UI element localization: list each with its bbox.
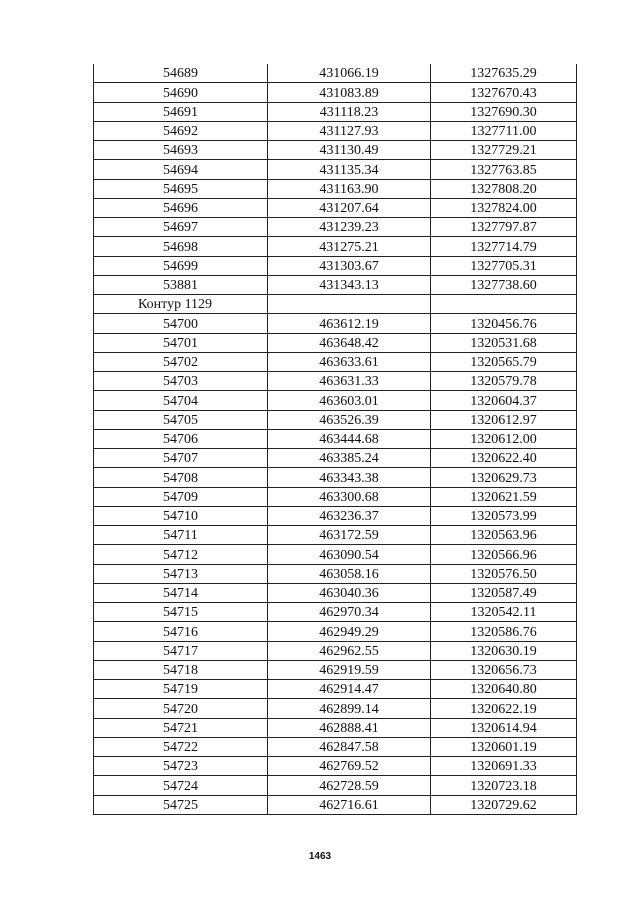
table-row [94,429,577,448]
point-number-cell: 54690 [94,83,268,102]
table-row [94,218,577,237]
point-number-cell: 54714 [94,583,268,602]
point-number-cell: 54704 [94,391,268,410]
table-row [94,526,577,545]
x-coordinate-cell: 462847.58 [268,737,431,756]
table-row [94,314,577,333]
y-coordinate-cell: 1327705.31 [431,256,577,275]
y-coordinate-cell: 1327824.00 [431,198,577,217]
table-row [94,718,577,737]
x-coordinate-cell: 431066.19 [268,64,431,83]
point-number-cell: 54696 [94,198,268,217]
empty-cell [431,295,577,314]
point-number-cell: 54724 [94,776,268,795]
table-row [94,641,577,660]
table-row [94,545,577,564]
y-coordinate-cell: 1327797.87 [431,218,577,237]
point-number-cell: 54693 [94,141,268,160]
x-coordinate-cell: 431343.13 [268,275,431,294]
y-coordinate-cell: 1327763.85 [431,160,577,179]
point-number-cell: 54695 [94,179,268,198]
y-coordinate-cell: 1320612.00 [431,429,577,448]
table-row [94,468,577,487]
x-coordinate-cell: 463631.33 [268,372,431,391]
table-row [94,564,577,583]
point-number-cell: 54721 [94,718,268,737]
table-row [94,776,577,795]
y-coordinate-cell: 1320456.76 [431,314,577,333]
x-coordinate-cell: 462769.52 [268,757,431,776]
point-number-cell: 54705 [94,410,268,429]
section-label: Контур 1129 [94,295,268,314]
table-row [94,256,577,275]
y-coordinate-cell: 1320622.19 [431,699,577,718]
point-number-cell: 54692 [94,121,268,140]
y-coordinate-cell: 1320729.62 [431,795,577,814]
x-coordinate-cell: 463612.19 [268,314,431,333]
x-coordinate-cell: 431118.23 [268,102,431,121]
empty-cell [268,295,431,314]
x-coordinate-cell: 463300.68 [268,487,431,506]
table-row [94,198,577,217]
x-coordinate-cell: 462962.55 [268,641,431,660]
y-coordinate-cell: 1320612.97 [431,410,577,429]
table-row [94,102,577,121]
point-number-cell: 54708 [94,468,268,487]
x-coordinate-cell: 431163.90 [268,179,431,198]
y-coordinate-cell: 1320566.96 [431,545,577,564]
table-row [94,506,577,525]
table-row [94,737,577,756]
y-coordinate-cell: 1320621.59 [431,487,577,506]
point-number-cell: 54712 [94,545,268,564]
x-coordinate-cell: 462716.61 [268,795,431,814]
table-row [94,680,577,699]
table-row [94,237,577,256]
y-coordinate-cell: 1320630.19 [431,641,577,660]
table-row [94,410,577,429]
point-number-cell: 54699 [94,256,268,275]
y-coordinate-cell: 1320579.78 [431,372,577,391]
x-coordinate-cell: 463343.38 [268,468,431,487]
y-coordinate-cell: 1320622.40 [431,449,577,468]
table-row [94,121,577,140]
y-coordinate-cell: 1320691.33 [431,757,577,776]
x-coordinate-cell: 462888.41 [268,718,431,737]
x-coordinate-cell: 431135.34 [268,160,431,179]
y-coordinate-cell: 1320586.76 [431,622,577,641]
table-row [94,391,577,410]
point-number-cell: 54691 [94,102,268,121]
section-header-row [94,295,577,314]
y-coordinate-cell: 1327635.29 [431,64,577,83]
x-coordinate-cell: 463058.16 [268,564,431,583]
x-coordinate-cell: 462728.59 [268,776,431,795]
page-number: 1463 [308,851,332,862]
y-coordinate-cell: 1320629.73 [431,468,577,487]
table-row [94,179,577,198]
table-row [94,141,577,160]
point-number-cell: 54707 [94,449,268,468]
x-coordinate-cell: 431303.67 [268,256,431,275]
table-row [94,583,577,602]
x-coordinate-cell: 462970.34 [268,603,431,622]
y-coordinate-cell: 1320601.19 [431,737,577,756]
point-number-cell: 54715 [94,603,268,622]
x-coordinate-cell: 463236.37 [268,506,431,525]
y-coordinate-cell: 1320587.49 [431,583,577,602]
table-row [94,660,577,679]
table-row [94,487,577,506]
coordinates-table-body [94,64,577,814]
table-row [94,795,577,814]
y-coordinate-cell: 1327690.30 [431,102,577,121]
table-row [94,64,577,83]
point-number-cell: 54725 [94,795,268,814]
point-number-cell: 54716 [94,622,268,641]
table-row [94,333,577,352]
y-coordinate-cell: 1320604.37 [431,391,577,410]
y-coordinate-cell: 1320565.79 [431,352,577,371]
y-coordinate-cell: 1320531.68 [431,333,577,352]
y-coordinate-cell: 1327670.43 [431,83,577,102]
y-coordinate-cell: 1320563.96 [431,526,577,545]
point-number-cell: 54706 [94,429,268,448]
y-coordinate-cell: 1320542.11 [431,603,577,622]
table-row [94,699,577,718]
y-coordinate-cell: 1327738.60 [431,275,577,294]
y-coordinate-cell: 1320614.94 [431,718,577,737]
table-row [94,622,577,641]
y-coordinate-cell: 1327711.00 [431,121,577,140]
table-row [94,83,577,102]
point-number-cell: 54689 [94,64,268,83]
table-row [94,160,577,179]
table-row [94,603,577,622]
table-row [94,757,577,776]
point-number-cell: 54723 [94,757,268,776]
point-number-cell: 54694 [94,160,268,179]
x-coordinate-cell: 463603.01 [268,391,431,410]
table-row [94,352,577,371]
x-coordinate-cell: 463633.61 [268,352,431,371]
x-coordinate-cell: 463090.54 [268,545,431,564]
point-number-cell: 54719 [94,680,268,699]
x-coordinate-cell: 462919.59 [268,660,431,679]
x-coordinate-cell: 463526.39 [268,410,431,429]
point-number-cell: 54702 [94,352,268,371]
x-coordinate-cell: 431130.49 [268,141,431,160]
x-coordinate-cell: 462899.14 [268,699,431,718]
y-coordinate-cell: 1320640.80 [431,680,577,699]
table-row [94,449,577,468]
y-coordinate-cell: 1320573.99 [431,506,577,525]
point-number-cell: 53881 [94,275,268,294]
x-coordinate-cell: 463385.24 [268,449,431,468]
x-coordinate-cell: 431239.23 [268,218,431,237]
x-coordinate-cell: 463648.42 [268,333,431,352]
table-row [94,372,577,391]
x-coordinate-cell: 431275.21 [268,237,431,256]
y-coordinate-cell: 1320576.50 [431,564,577,583]
x-coordinate-cell: 462914.47 [268,680,431,699]
x-coordinate-cell: 431083.89 [268,83,431,102]
point-number-cell: 54722 [94,737,268,756]
point-number-cell: 54717 [94,641,268,660]
point-number-cell: 54701 [94,333,268,352]
coordinates-table [93,64,577,815]
x-coordinate-cell: 462949.29 [268,622,431,641]
y-coordinate-cell: 1327808.20 [431,179,577,198]
point-number-cell: 54700 [94,314,268,333]
y-coordinate-cell: 1320723.18 [431,776,577,795]
point-number-cell: 54720 [94,699,268,718]
table-row [94,275,577,294]
point-number-cell: 54709 [94,487,268,506]
point-number-cell: 54698 [94,237,268,256]
y-coordinate-cell: 1327729.21 [431,141,577,160]
point-number-cell: 54711 [94,526,268,545]
x-coordinate-cell: 463040.36 [268,583,431,602]
x-coordinate-cell: 431127.93 [268,121,431,140]
y-coordinate-cell: 1327714.79 [431,237,577,256]
y-coordinate-cell: 1320656.73 [431,660,577,679]
point-number-cell: 54718 [94,660,268,679]
point-number-cell: 54713 [94,564,268,583]
x-coordinate-cell: 463172.59 [268,526,431,545]
x-coordinate-cell: 431207.64 [268,198,431,217]
x-coordinate-cell: 463444.68 [268,429,431,448]
point-number-cell: 54703 [94,372,268,391]
point-number-cell: 54697 [94,218,268,237]
point-number-cell: 54710 [94,506,268,525]
